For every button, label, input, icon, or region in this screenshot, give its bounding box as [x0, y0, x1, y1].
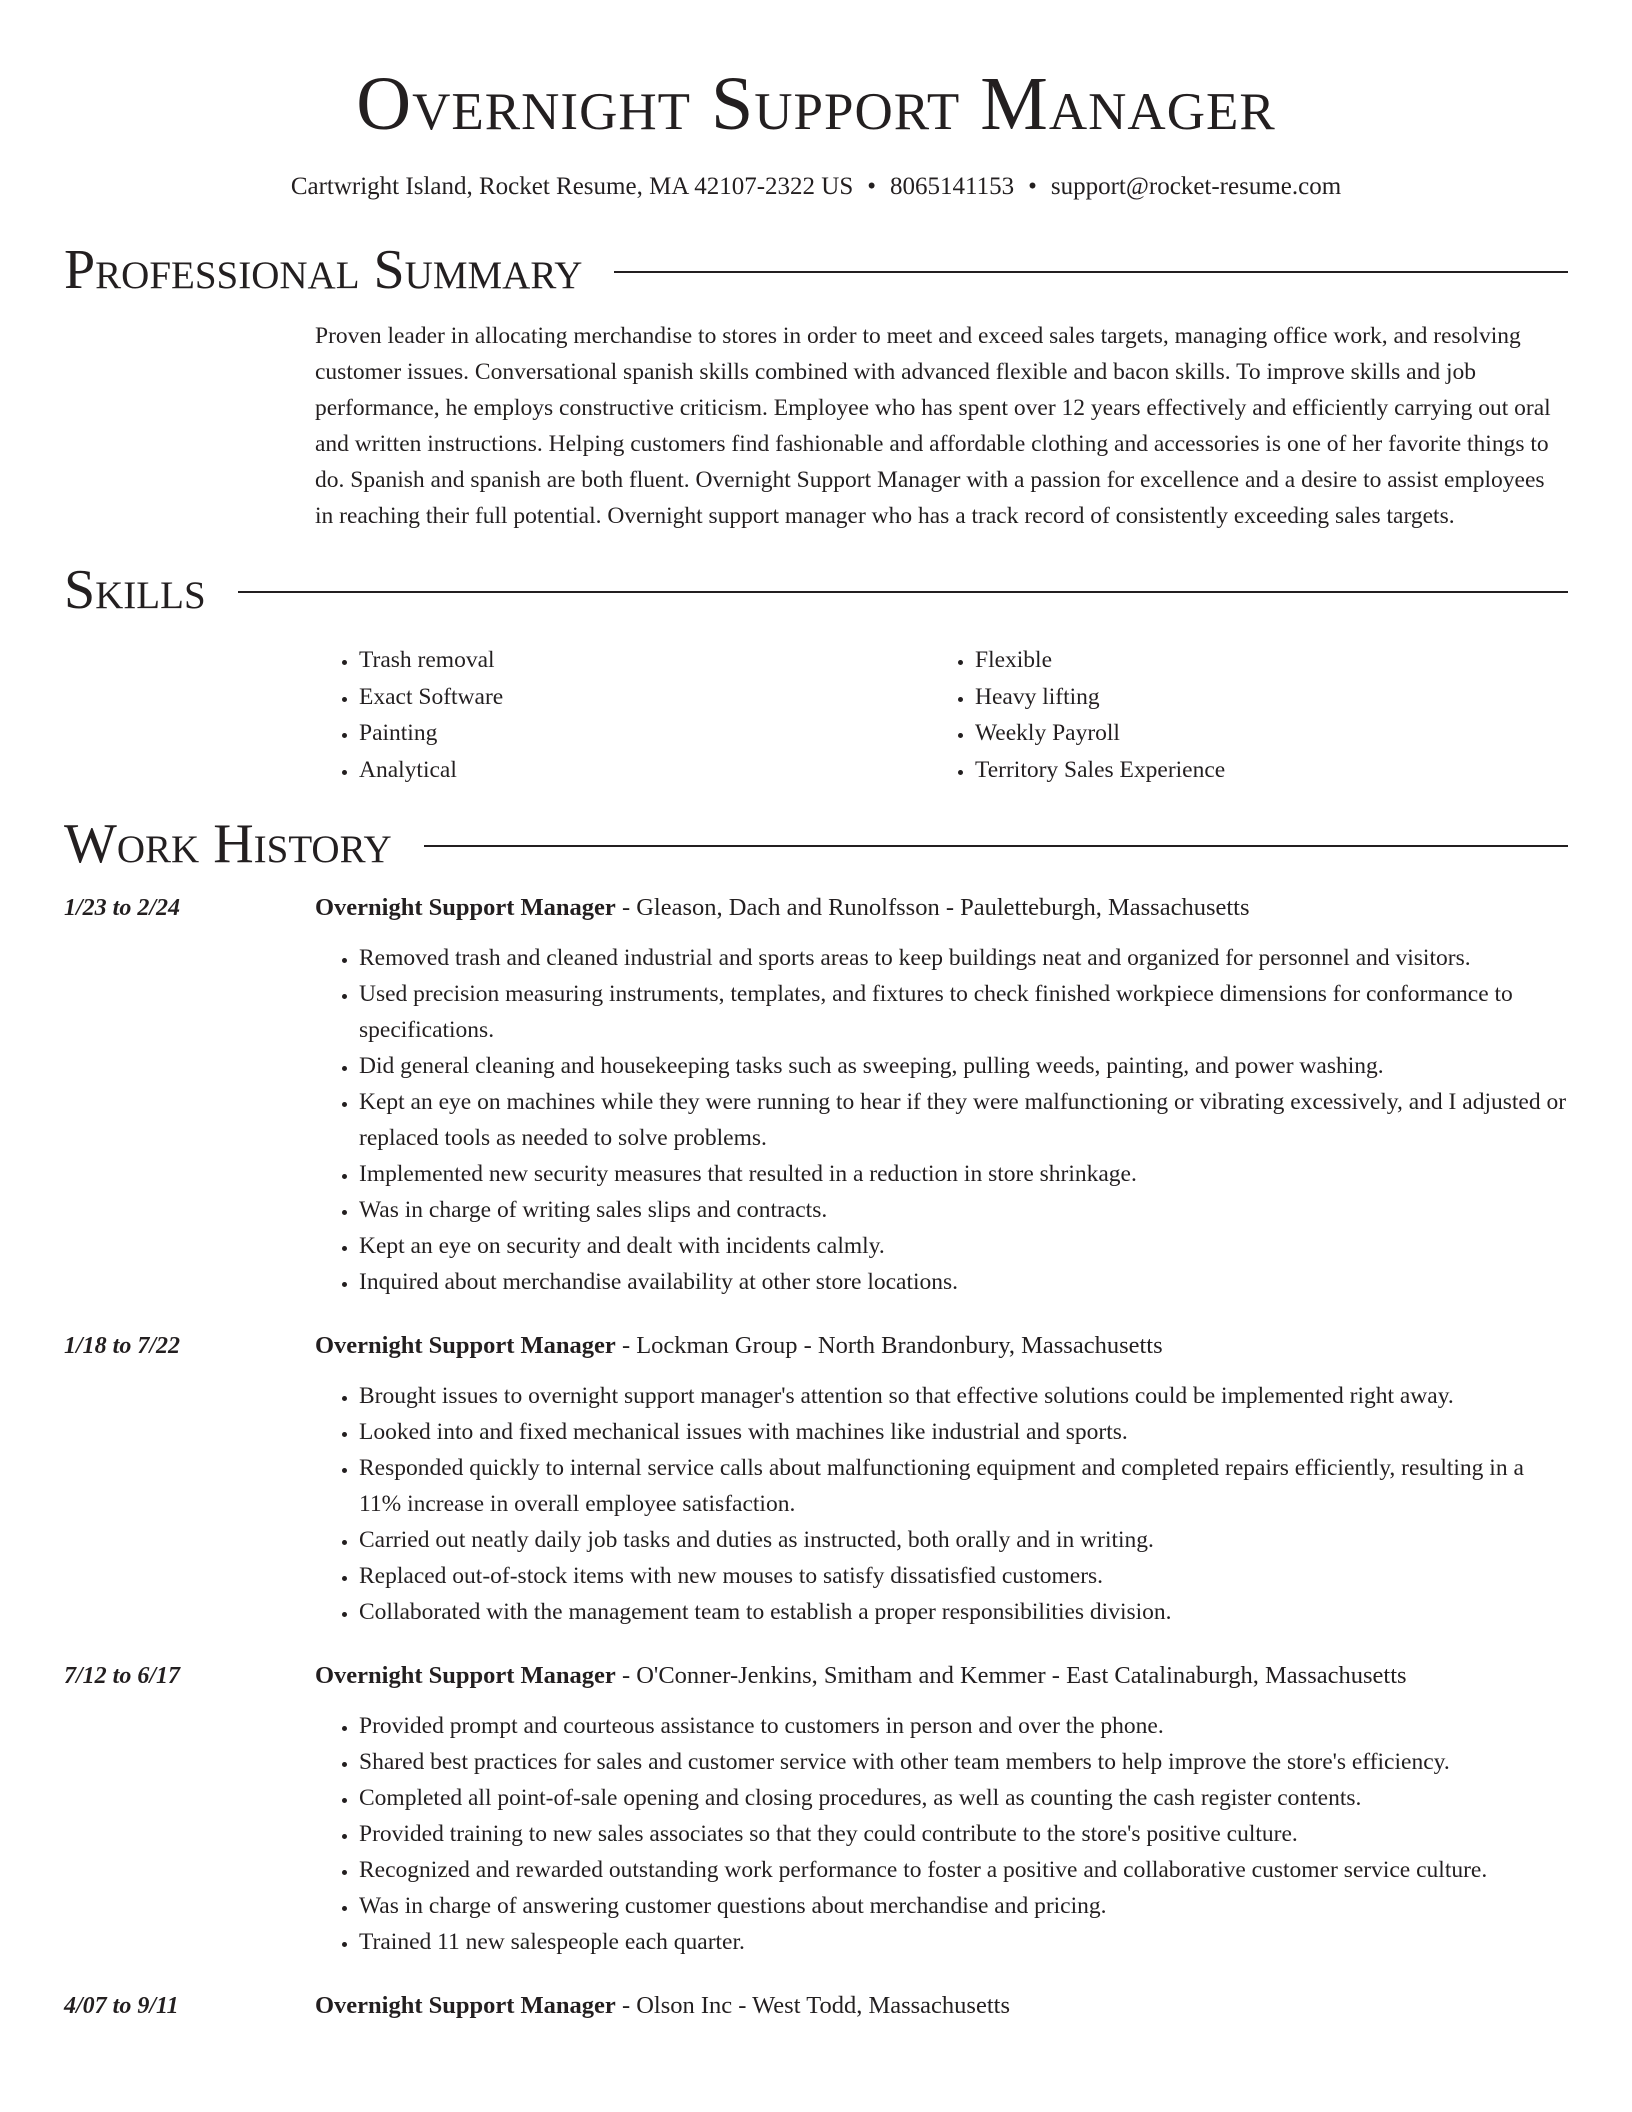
section-header: [64, 558, 1568, 622]
job-bullet: • Trained 11 new salespeople each quarter.: [359, 1924, 1568, 1960]
job-role: Overnight Support Manager: [315, 894, 616, 921]
job-bullets: [315, 1708, 1568, 1960]
section-title-work-history: Work History: [64, 813, 392, 875]
job-bullet: • Recognized and rewarded outstanding work performance to foster a positive and collaborative customer service culture.: [359, 1852, 1568, 1888]
job-bullet: • Completed all point-of-sale opening and closing procedures, as well as counting the cash register contents.: [359, 1780, 1568, 1816]
job-heading: [315, 1328, 1568, 1364]
job-role: Overnight Support Manager: [315, 1992, 616, 2019]
section-divider: [614, 271, 1568, 273]
job-dates: 1/18 to 7/22: [64, 1333, 181, 1359]
skill-item: • Painting: [359, 715, 931, 752]
job-bullet: • Collaborated with the management team to establish a proper responsibilities division.: [359, 1594, 1568, 1630]
candidate-name: Overnight Support Manager: [356, 62, 1276, 146]
job-bullets: [315, 940, 1568, 1300]
skills-column-right: [931, 642, 1547, 788]
work-history-section: [64, 812, 1568, 2024]
skills-section: [64, 558, 1568, 788]
job-bullet: • Provided prompt and courteous assistance to customers in person and over the phone.: [359, 1708, 1568, 1744]
job-bullet: • Looked into and fixed mechanical issues with machines like industrial and sports.: [359, 1414, 1568, 1450]
job-body: [315, 1328, 1568, 1630]
job-entry: [64, 1988, 1568, 2024]
job-heading: [315, 1658, 1568, 1694]
job-bullet: • Kept an eye on machines while they were running to hear if they were malfunctioning or vibrating excessively, and I adjusted or replaced tools as needed to solve problems.: [359, 1084, 1568, 1156]
contact-email: support@rocket-resume.com: [1050, 173, 1342, 200]
skills-column-left: [315, 642, 931, 788]
job-bullet: • Provided training to new sales associates so that they could contribute to the store's positive culture.: [359, 1816, 1568, 1852]
section-divider: [238, 591, 1568, 593]
job-bullets: [315, 1378, 1568, 1630]
job-employer-location: - Olson Inc - West Todd, Massachusetts: [615, 1992, 1010, 2019]
skill-item: • Analytical: [359, 752, 931, 789]
job-bullet: • Inquired about merchandise availability at other store locations.: [359, 1264, 1568, 1300]
contact-line: [64, 172, 1568, 202]
contact-separator: •: [1028, 173, 1037, 200]
job-bullet: • Used precision measuring instruments, templates, and fixtures to check finished workpiece dimensions for conformance to specifications.: [359, 976, 1568, 1048]
job-bullet: • Brought issues to overnight support manager's attention so that effective solutions could be implemented right away.: [359, 1378, 1568, 1414]
section-title-skills: Skills: [64, 559, 206, 621]
job-bullet: • Shared best practices for sales and customer service with other team members to help improve the store's efficiency.: [359, 1744, 1568, 1780]
job-dates: 4/07 to 9/11: [64, 1993, 179, 2019]
job-bullet: • Was in charge of writing sales slips and contracts.: [359, 1192, 1568, 1228]
job-body: [315, 1658, 1568, 1960]
job-employer-location: - Gleason, Dach and Runolfsson - Pauletteburgh, Massachusetts: [615, 894, 1250, 921]
job-bullet: • Implemented new security measures that resulted in a reduction in store shrinkage.: [359, 1156, 1568, 1192]
skills-list: [315, 642, 1568, 788]
resume-page: [64, 0, 1568, 2024]
job-role: Overnight Support Manager: [315, 1332, 616, 1359]
job-bullet: • Kept an eye on security and dealt with incidents calmly.: [359, 1228, 1568, 1264]
skill-item: • Heavy lifting: [975, 679, 1547, 716]
job-bullet: • Carried out neatly daily job tasks and duties as instructed, both orally and in writing.: [359, 1522, 1568, 1558]
skill-item: • Weekly Payroll: [975, 715, 1547, 752]
summary-text: Proven leader in allocating merchandise to stores in order to meet and exceed sales targets, managing office work, and resolving customer issues. Conversational spanish skills combined with advanced flexible and bacon skills. To improve skills and job performance, he employs constructive criticism. Employee who has spent over 12 years effectively and efficiently carrying out oral and written instructions. Helping customers find fashionable and affordable clothing and accessories is one of her favorite things to do. Spanish and spanish are both fluent. Overnight Support Manager with a passion for excellence and a desire to assist employees in reaching their full potential. Overnight support manager who has a track record of consistently exceeding sales targets.: [315, 323, 1551, 529]
job-dates: 7/12 to 6/17: [64, 1663, 181, 1689]
summary-section: [64, 238, 1568, 534]
job-bullet: • Removed trash and cleaned industrial and sports areas to keep buildings neat and organized for personnel and visitors.: [359, 940, 1568, 976]
job-entry: [64, 890, 1568, 1300]
job-entry: [64, 1328, 1568, 1630]
job-heading: [315, 1988, 1568, 2024]
job-body: [315, 1988, 1568, 2024]
job-bullet: • Did general cleaning and housekeeping tasks such as sweeping, pulling weeds, painting, and power washing.: [359, 1048, 1568, 1084]
job-employer-location: - Lockman Group - North Brandonbury, Massachusetts: [615, 1332, 1163, 1359]
job-employer-location: - O'Conner-Jenkins, Smitham and Kemmer - East Catalinaburgh, Massachusetts: [615, 1662, 1407, 1689]
job-bullet: • Was in charge of answering customer questions about merchandise and pricing.: [359, 1888, 1568, 1924]
job-dates: 1/23 to 2/24: [64, 895, 181, 921]
skill-item: • Trash removal: [359, 642, 931, 679]
skill-item: • Exact Software: [359, 679, 931, 716]
job-bullet: • Responded quickly to internal service calls about malfunctioning equipment and completed repairs efficiently, resulting in a 11% increase in overall employee satisfaction.: [359, 1450, 1568, 1522]
section-header: [64, 238, 1568, 302]
job-heading: [315, 890, 1568, 926]
contact-address: Cartwright Island, Rocket Resume, MA 42107-2322 US: [290, 173, 854, 200]
skill-item: • Territory Sales Experience: [975, 752, 1547, 789]
job-entry: [64, 1658, 1568, 1960]
section-header: [64, 812, 1568, 876]
section-title-summary: Professional Summary: [64, 239, 583, 301]
contact-phone: 8065141153: [890, 173, 1015, 200]
job-bullet: • Replaced out-of-stock items with new mouses to satisfy dissatisfied customers.: [359, 1558, 1568, 1594]
job-body: [315, 890, 1568, 1300]
skill-item: • Flexible: [975, 642, 1547, 679]
contact-separator: •: [867, 173, 877, 200]
job-role: Overnight Support Manager: [315, 1662, 616, 1689]
section-divider: [424, 845, 1568, 847]
